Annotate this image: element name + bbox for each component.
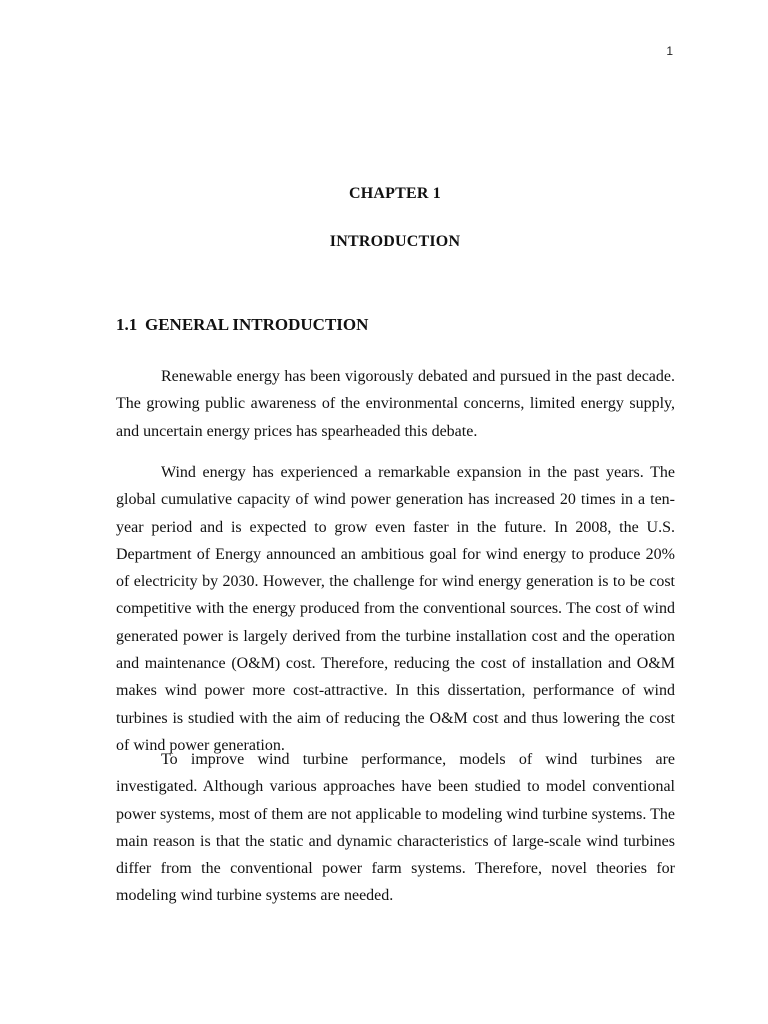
paragraph: Wind energy has experienced a remarkable expansion in the past years. The global cumulative capacity of wind power generation has increased 20 times in a ten-year period and is expected to grow even faster in the future. In 2008, the U.S. Department of Energy announced an ambitious goal for wind energy to produce 20% of electricity by 2030. However, the challenge for wind energy generation is to be cost competitive with the energy produced from the conventional sources. The cost of wind generated power is largely derived from the turbine installation cost and the operation and maintenance (O&M) cost. Therefore, reducing the cost of installation and O&M makes wind power more cost-attractive. In this dissertation, performance of wind turbines is studied with the aim of reducing the O&M cost and thus lowering the cost of wind power generation. [116,464,675,754]
section-number: 1.1 [116,315,138,334]
section-title: GENERAL INTRODUCTION [145,315,369,334]
page-number: 1 [666,44,673,58]
paragraph: To improve wind turbine performance, models of wind turbines are investigated. Although various approaches have been studied to model conventional power systems, most of them are not applicable to modeling wind turbine systems. The main reason is that the static and dynamic characteristics of large-scale wind turbines differ from the conventional power farm systems. Therefore, novel theories for modeling wind turbine systems are needed. [116,751,675,905]
chapter-label: CHAPTER 1 [348,185,442,202]
paragraph: Renewable energy has been vigorously debated and pursued in the past decade. The growing public awareness of the environmental concerns, limited energy supply, and uncertain energy prices has spearheaded this debate. [116,368,675,440]
section-heading [116,315,368,335]
chapter-title: INTRODUCTION [329,233,461,250]
